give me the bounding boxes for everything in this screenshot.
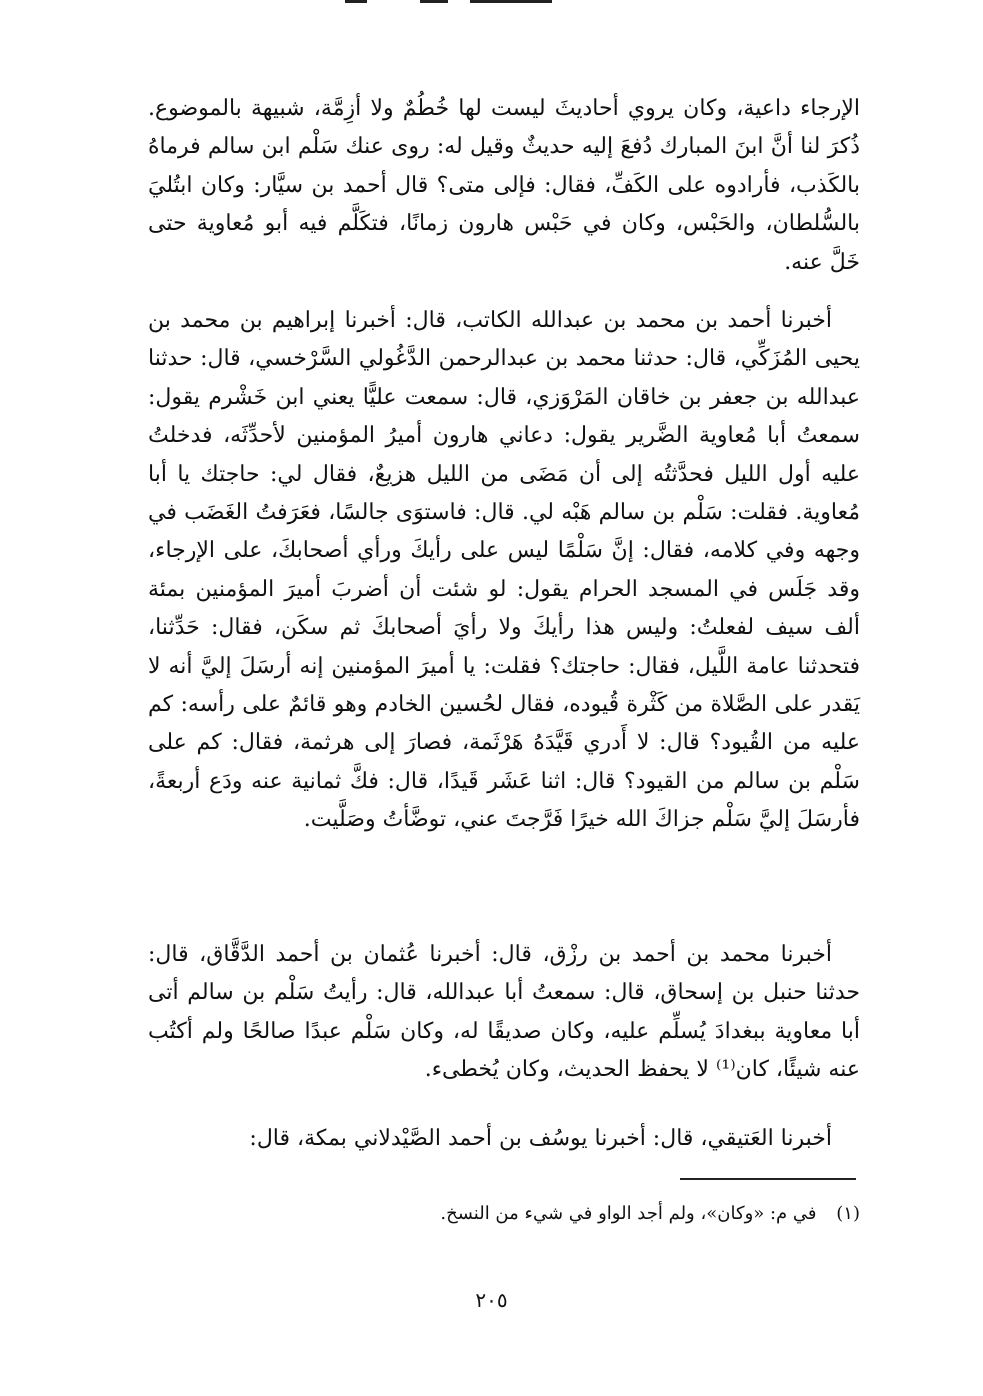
footnote [148, 1200, 860, 1228]
paragraph-4: أخبرنا العَتيقي، قال: أخبرنا يوسُف بن أحمد الصَّيْدلاني بمكة، قال: [249, 1126, 832, 1151]
paragraph-1: الإرجاء داعية، وكان يروي أحاديثَ ليست لها خُطُمٌ ولا أزِمَّة، شبيهة بالموضوع. ذُكرَ لنا أنَّ ابنَ المبارك دُفعَ إليه حديثٌ وقيل له: روى عنك سَلْم ابن سالم فرماهُ بالكَذب، فأرادوه على الكَفِّ، فقال: فإلى متى؟ قال أحمد بن سيَّار: وكان ابتُليَ بالسُّلطان، والحَبْس، وكان في حَبْس هارون زمانًا، فتكَلَّم فيه أبو مُعاوية حتى خَلَّ عنه. [148, 96, 861, 275]
page-number: ٢٠٥ [475, 1288, 508, 1312]
footnote-marker: (١) [836, 1203, 860, 1224]
top-rule-mid [420, 0, 448, 3]
footnote-text: في م: «وكان»، ولم أجد الواو في شيء من النسخ. [440, 1203, 817, 1224]
top-rule-left [345, 0, 367, 3]
paragraph-2: أخبرنا أحمد بن محمد بن عبدالله الكاتب، قال: أخبرنا إبراهيم بن محمد بن يحيى المُزَكِّي، قال: حدثنا محمد بن عبدالرحمن الدَّغُولي السَّرْخسي، قال: حدثنا عبدالله بن جعفر بن خاقان المَرْوَزي، قال: سمعت عليًّا يعني ابن خَشْرم يقول: سمعتُ أبا مُعاوية الضَّرير يقول: دعاني هارون أميرُ المؤمنين لأحدِّثَه، فدخلتُ عليه أول الليل فحدَّثتُه إلى أن مَضَى من الليل هزيعٌ، فقال لي: حاجتك يا أبا مُعاوية. فقلت: سَلْم بن سالم هَبْه لي. قال: فاستوَى جالسًا، فعَرَفتُ الغَضَب في وجهه وفي كلامه، فقال: إنَّ سَلْمًا ليس على رأيكَ ورأي أصحابكَ، على الإرجاء، وقد جَلَس في المسجد الحرام يقول: لو شئت أن أضربَ أميرَ المؤمنين بمئة ألف سيف لفعلتُ: وليس هذا رأيكَ ولا رأيَ أصحابكَ ثم سكَن، فقال: حَدِّثنا، فتحدثنا عامة اللَّيل، فقال: حاجتك؟ فقلت: يا أميرَ المؤمنين إنه أرسَلَ إليَّ أنه لا يَقدر على الصَّلاة من كَثْرة قُيوده، فقال لحُسين الخادم وهو قائمٌ على رأسه: كم عليه من القُيود؟ قال: لا أَدري قَيَّدَهُ هَرْثَمة، فصارَ إلى هرثمة، فقال: كم على سَلْم بن سالم من القيود؟ قال: اثنا عَشَر قَيدًا، قال: فكَّ ثمانية عنه ودَع أربعةً، فأرسَلَ إليَّ سَلْم جزاكَ الله خيرًا فَرَّجتَ عني، توضَّأتُ وصَلَّيت. [148, 308, 860, 833]
footnote-separator [680, 1178, 856, 1180]
top-rule-right [470, 0, 552, 3]
paragraph-3: أخبرنا محمد بن أحمد بن رزْق، قال: أخبرنا عُثمان بن أحمد الدَّقَّاق، قال: حدثنا حنبل بن إسحاق، قال: سمعتُ أبا عبدالله، قال: رأيتُ سَلْم بن سالم أتى أبا معاوية ببغدادَ يُسلِّم عليه، وكان صديقًا له، وكان سَلْم عبدًا صالحًا ولم أكتُب عنه شيئًا، كان⁽¹⁾ لا يحفظ الحديث، وكان يُخطىء. [148, 942, 860, 1083]
